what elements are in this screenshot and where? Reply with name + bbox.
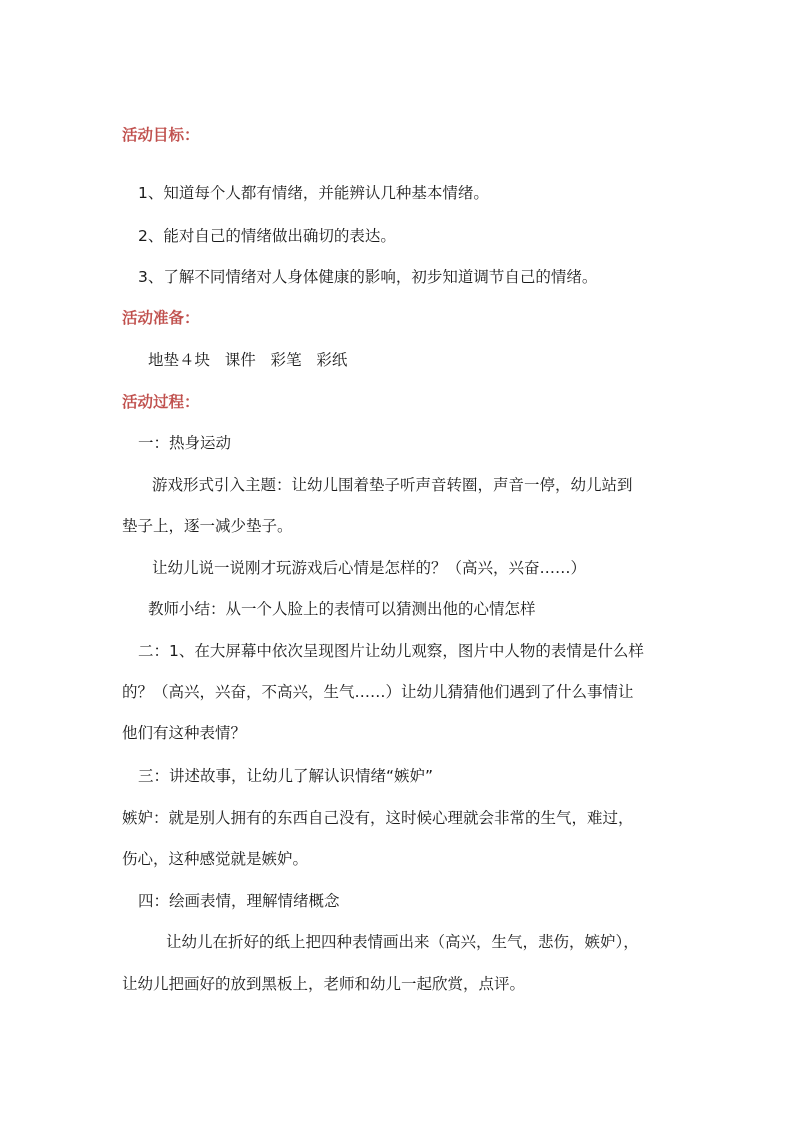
section-3-definition-line-1: 嫉妒：就是别人拥有的东西自己没有，这时候心理就会非常的生气，难过， — [122, 809, 634, 827]
section-3-definition-line-2: 伤心，这种感觉就是嫉妒。 — [122, 850, 309, 868]
section-1-paragraph-2: 让幼儿说一说刚才玩游戏后心情是怎样的？（高兴，兴奋……） — [152, 559, 587, 577]
goal-item-2: 2、能对自己的情绪做出确切的表达。 — [138, 227, 396, 245]
section-2-line-1: 二：1、在大屏幕中依次呈现图片让幼儿观察，图片中人物的表情是什么样 — [138, 642, 644, 660]
section-2-line-2: 的？（高兴，兴奋，不高兴，生气……）让幼儿猜猜他们遇到了什么事情让 — [122, 683, 634, 701]
section-4-paragraph-line-1: 让幼儿在折好的纸上把四种表情画出来（高兴，生气，悲伤，嫉妒）， — [166, 933, 639, 951]
heading-activity-prep: 活动准备： — [122, 309, 200, 327]
section-4-paragraph-line-2: 让幼儿把画好的放到黑板上，老师和幼儿一起欣赏，点评。 — [122, 975, 526, 993]
prep-materials: 地垫４块 课件 彩笔 彩纸 — [148, 351, 348, 369]
goal-item-3: 3、了解不同情绪对人身体健康的影响，初步知道调节自己的情绪。 — [138, 268, 598, 286]
heading-activity-goals: 活动目标： — [122, 126, 200, 144]
section-1-teacher-summary: 教师小结：从一个人脸上的表情可以猜测出他的心情怎样 — [148, 600, 536, 618]
section-4-title: 四：绘画表情，理解情绪概念 — [138, 892, 340, 910]
section-1-title: 一：热身运动 — [138, 434, 232, 452]
section-2-line-3: 他们有这种表情？ — [122, 724, 247, 742]
section-1-paragraph-line-2: 垫子上，逐一减少垫子。 — [122, 517, 293, 535]
heading-activity-process: 活动过程： — [122, 393, 200, 411]
goal-item-1: 1、知道每个人都有情绪，并能辨认几种基本情绪。 — [138, 184, 489, 202]
section-3-title: 三：讲述故事，让幼儿了解认识情绪“嫉妒” — [138, 767, 434, 785]
section-1-paragraph-line-1: 游戏形式引入主题：让幼儿围着垫子听声音转圈，声音一停，幼儿站到 — [152, 476, 633, 494]
